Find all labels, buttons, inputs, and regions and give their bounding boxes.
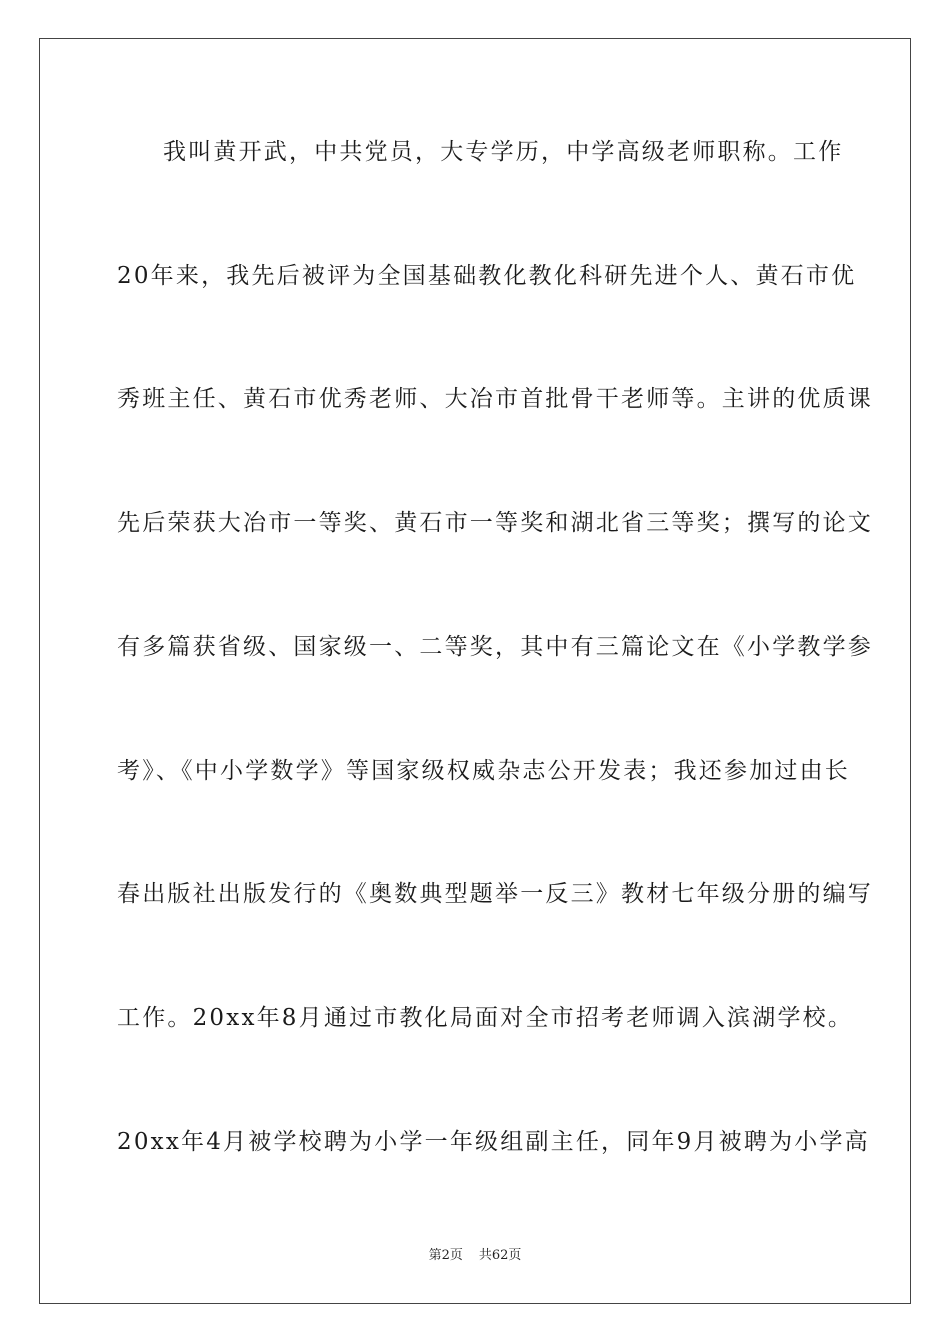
text-line: 工作。20xx年8月通过市教化局面对全市招考老师调入滨湖学校。 [117,1005,854,1031]
page-footer [0,1247,950,1265]
page-number: 第2页 [428,1248,463,1263]
page-total: 共62页 [478,1248,522,1263]
text-line: 20年来，我先后被评为全国基础教化教化科研先进个人、黄石市优 [117,263,857,289]
page-border [39,38,911,1304]
text-line: 考》、《中小学数学》等国家级权威杂志公开发表；我还参加过由长 [117,758,850,784]
text-line: 有多篇获省级、国家级一、二等奖，其中有三篇论文在《小学教学参 [117,634,873,660]
text-line: 先后荣获大冶市一等奖、黄石市一等奖和湖北省三等奖；撰写的论文 [117,510,873,536]
text-line: 秀班主任、黄石市优秀老师、大冶市首批骨干老师等。主讲的优质课 [117,386,873,412]
text-line: 春出版社出版发行的《奥数典型题举一反三》教材七年级分册的编写 [117,881,873,907]
text-line: 我叫黄开武，中共党员，大专学历，中学高级老师职称。工作 [163,139,844,165]
text-line: 20xx年4月被学校聘为小学一年级组副主任，同年9月被聘为小学高 [117,1129,870,1155]
